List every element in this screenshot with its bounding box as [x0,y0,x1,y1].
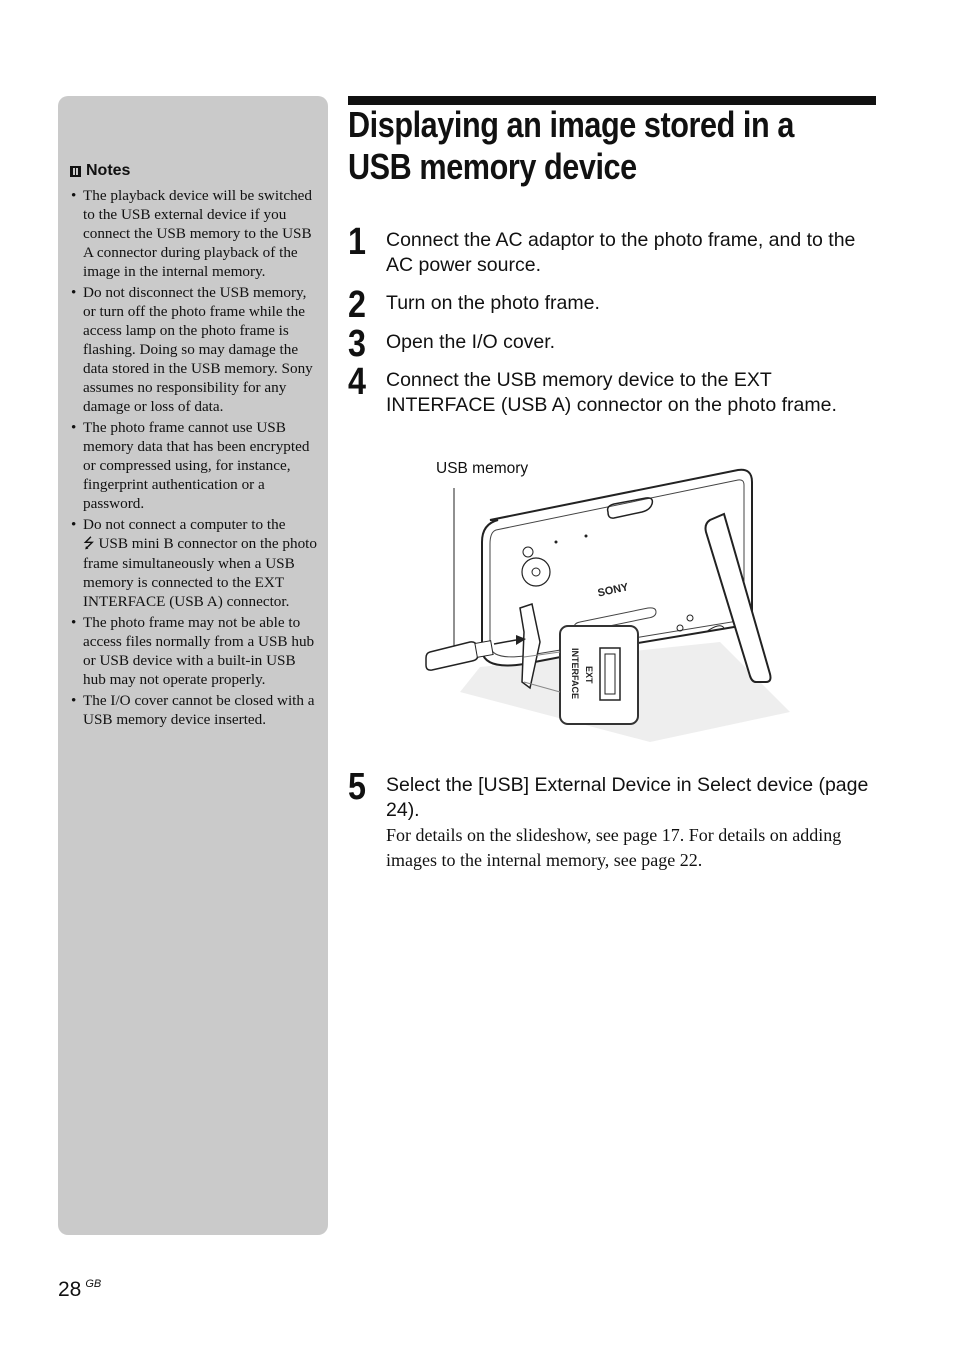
step-text: Connect the USB memory device to the EXT INTERFACE (USB A) connector on the photo frame. [386,369,837,416]
step-detail: For details on the slideshow, see page 17. For details on adding images to the internal memory, see page 22. [386,825,842,870]
notes-list [69,186,317,731]
usb-memory-label: USB memory [436,460,529,477]
note-item-prefix: Do not connect a computer to the [83,516,286,533]
usb-icon: ⭍ [83,536,95,552]
notes-heading-label: Notes [86,162,131,179]
step-number: 4 [348,361,366,403]
step-text: Turn on the photo frame. [386,292,600,314]
notes-heading [70,162,130,180]
step-number: 2 [348,284,366,326]
page-language: GB [85,1278,102,1290]
step-text: Connect the AC adaptor to the photo frame, and to the AC power source. [386,229,856,276]
brand-label: SONY [596,581,630,600]
page-number [58,1278,101,1302]
step-number: 1 [348,221,366,263]
page-title [348,104,797,188]
port-label-interface: INTERFACE [570,648,580,700]
page-title-line-2: USB memory device [348,146,637,187]
step-number: 3 [348,323,366,365]
note-item [69,515,317,611]
step-text: Select the [USB] External Device in Select device (page 24). [386,774,869,821]
note-item-rest: USB mini B connector on the photo frame simultaneously when a USB memory is connected to the EXT INTERFACE (USB A) connector. [83,535,317,610]
notes-sidebar [58,96,328,1235]
step-number: 5 [348,766,366,808]
note-item: • The photo frame may not be able to access files normally from a USB hub or USB device with a built-in USB hub may not operate properly. [69,613,317,689]
port-label-ext: EXT [584,666,594,684]
page-title-line-1: Displaying an image stored in a [348,104,794,145]
note-item: • Do not disconnect the USB memory, or turn off the photo frame while the access lamp on the photo frame is flashing. Doing so may damage the data stored in the USB memory. Sony assumes no responsibility for any damage or loss of data. [69,283,317,416]
note-item: • The I/O cover cannot be closed with a USB memory device inserted. [69,691,317,729]
note-item: • The playback device will be switched to the USB external device if you connect the USB memory to the USB A connector during playback of the image in the internal memory. [69,186,317,281]
note-icon [70,166,81,177]
photo-frame-illustration [420,452,790,742]
note-item: • The photo frame cannot use USB memory data that has been encrypted or compressed using, for instance, fingerprint authentication or a password. [69,418,317,513]
page-number-value: 28 [58,1278,82,1301]
step-text: Open the I/O cover. [386,331,556,353]
